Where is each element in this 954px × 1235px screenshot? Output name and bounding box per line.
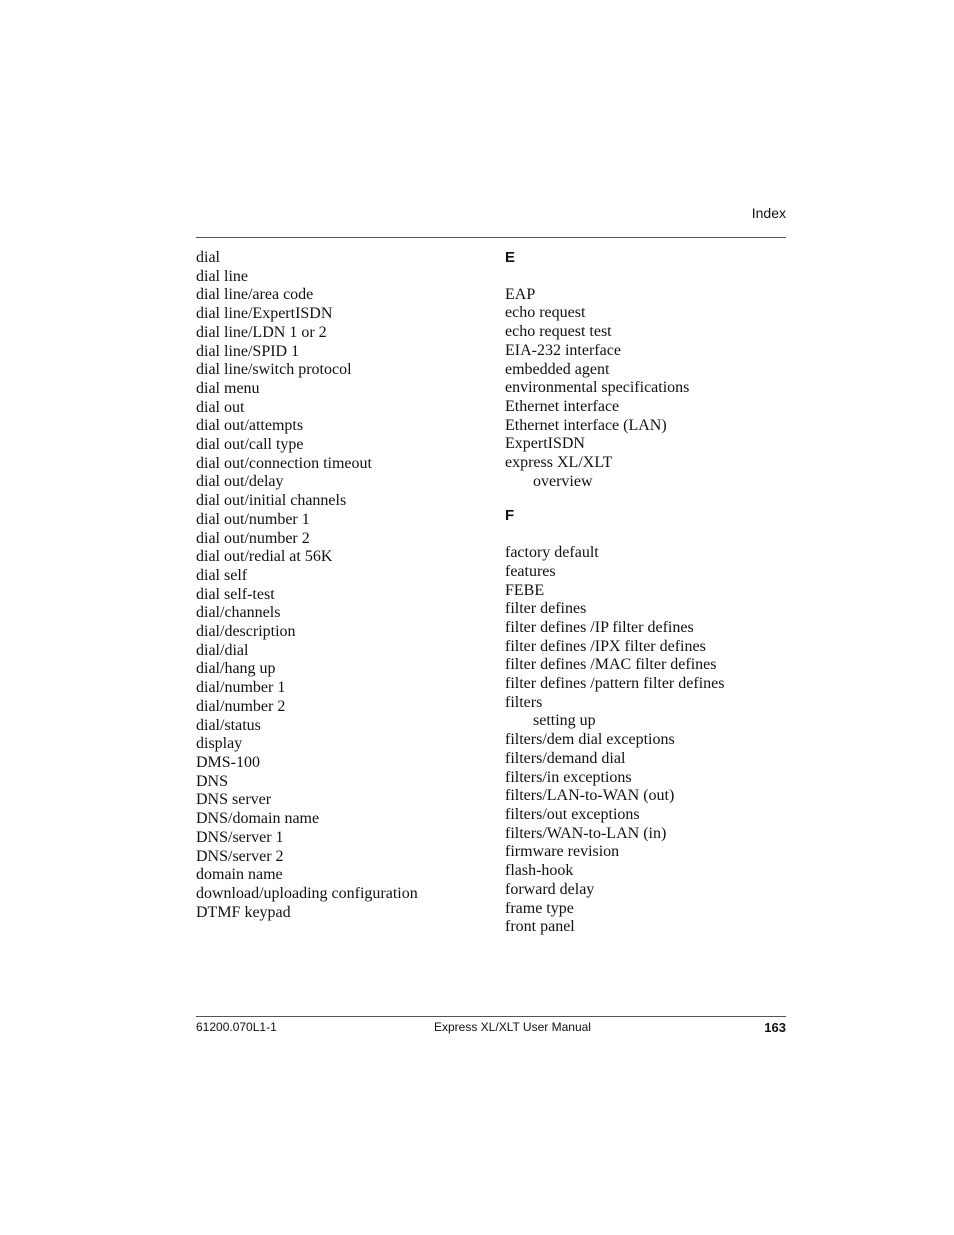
index-entry: filter defines /pattern filter defines: [505, 675, 725, 693]
section-letter-f: F: [505, 507, 515, 525]
index-entry: dial out/initial channels: [196, 492, 347, 510]
index-entry: dial/dial: [196, 641, 249, 659]
index-entry: DNS: [196, 772, 229, 790]
index-entry: dial out/number 2: [196, 529, 310, 547]
index-entry: DNS/domain name: [196, 810, 320, 828]
index-entry: Ethernet interface (LAN): [505, 416, 667, 434]
index-entry: EIA-232 interface: [505, 341, 621, 359]
index-entry: dial out/call type: [196, 436, 304, 454]
index-entry: EAP: [505, 285, 536, 303]
footer-rule: [196, 1016, 786, 1017]
header-rule: [196, 237, 786, 238]
index-entry: front panel: [505, 918, 575, 936]
section-spacer: [505, 491, 724, 507]
index-entry: download/uploading configuration: [196, 884, 418, 902]
index-entry: domain name: [196, 866, 283, 884]
section-e-entries: [505, 286, 724, 473]
index-entry: dial line/LDN 1 or 2: [196, 323, 327, 341]
doc-number: 61200.070L1-1: [196, 1020, 277, 1034]
index-entry: frame type: [505, 899, 574, 917]
index-entry: filter defines /IP filter defines: [505, 618, 694, 636]
index-entry: DNS server: [196, 791, 272, 809]
index-entry: ExpertISDN: [505, 435, 585, 453]
index-entry: dial out: [196, 398, 245, 416]
index-entry: filters: [505, 693, 543, 711]
index-entry: dial line: [196, 267, 248, 285]
index-entry: express XL/XLT: [505, 454, 613, 472]
index-entry: display: [196, 735, 243, 753]
manual-title: Express XL/XLT User Manual: [434, 1020, 591, 1034]
index-entry: forward delay: [505, 880, 595, 898]
index-entry: filter defines: [505, 600, 587, 618]
index-entry: DMS-100: [196, 753, 261, 771]
index-entry: dial line/ExpertISDN: [196, 305, 333, 323]
index-entry: dial out/attempts: [196, 417, 304, 435]
index-entry: filter defines /IPX filter defines: [505, 637, 706, 655]
index-entry: filter defines /MAC filter defines: [505, 656, 717, 674]
index-entry: filters/WAN-to-LAN (in): [505, 824, 667, 842]
index-entry: dial: [196, 249, 220, 266]
index-entry: features: [505, 562, 556, 580]
index-entry: filters/LAN-to-WAN (out): [505, 787, 675, 805]
index-subentry: overview: [533, 472, 593, 490]
section-f-entries-continued: [505, 731, 724, 937]
index-entry: FEBE: [505, 581, 545, 599]
index-entry: filters/in exceptions: [505, 768, 632, 786]
index-entry: embedded agent: [505, 360, 610, 378]
index-entry: dial line/area code: [196, 286, 314, 304]
index-entry: flash-hook: [505, 862, 574, 880]
index-entry: dial out/number 1: [196, 510, 310, 528]
index-column-left: [196, 249, 418, 922]
index-subentry: setting up: [533, 712, 596, 730]
index-entry: dial/hang up: [196, 660, 276, 678]
section-f-entries: [505, 544, 724, 712]
running-header: Index: [751, 205, 786, 221]
index-entry: firmware revision: [505, 843, 620, 861]
index-entry: factory default: [505, 544, 599, 562]
index-entry: filters/dem dial exceptions: [505, 731, 675, 749]
index-entry: dial menu: [196, 379, 260, 397]
index-entry: DTMF keypad: [196, 903, 291, 921]
index-entry: dial self: [196, 566, 248, 584]
index-entry: dial line/SPID 1: [196, 342, 300, 360]
index-entry: dial out/delay: [196, 473, 284, 491]
index-entry: Ethernet interface: [505, 397, 620, 415]
index-entry: dial/status: [196, 716, 261, 734]
index-entry: dial/number 1: [196, 679, 286, 697]
index-entry: filters/out exceptions: [505, 805, 640, 823]
index-entry: dial/number 2: [196, 697, 286, 715]
index-entry: echo request: [505, 304, 586, 322]
page-number: 163: [764, 1020, 786, 1035]
index-entry: dial/channels: [196, 604, 281, 622]
index-entry: echo request test: [505, 323, 612, 341]
index-entry: dial self-test: [196, 585, 275, 603]
index-entry: dial out/redial at 56K: [196, 548, 333, 566]
index-entry: dial/description: [196, 623, 296, 641]
section-letter-e: E: [505, 249, 516, 266]
index-column-right: [505, 249, 724, 937]
index-entry: DNS/server 2: [196, 847, 284, 865]
index-entry: environmental specifications: [505, 379, 690, 397]
index-entry: dial line/switch protocol: [196, 361, 352, 379]
index-entry: filters/demand dial: [505, 749, 626, 767]
index-entry: dial out/connection timeout: [196, 454, 372, 472]
index-entry: DNS/server 1: [196, 828, 284, 846]
